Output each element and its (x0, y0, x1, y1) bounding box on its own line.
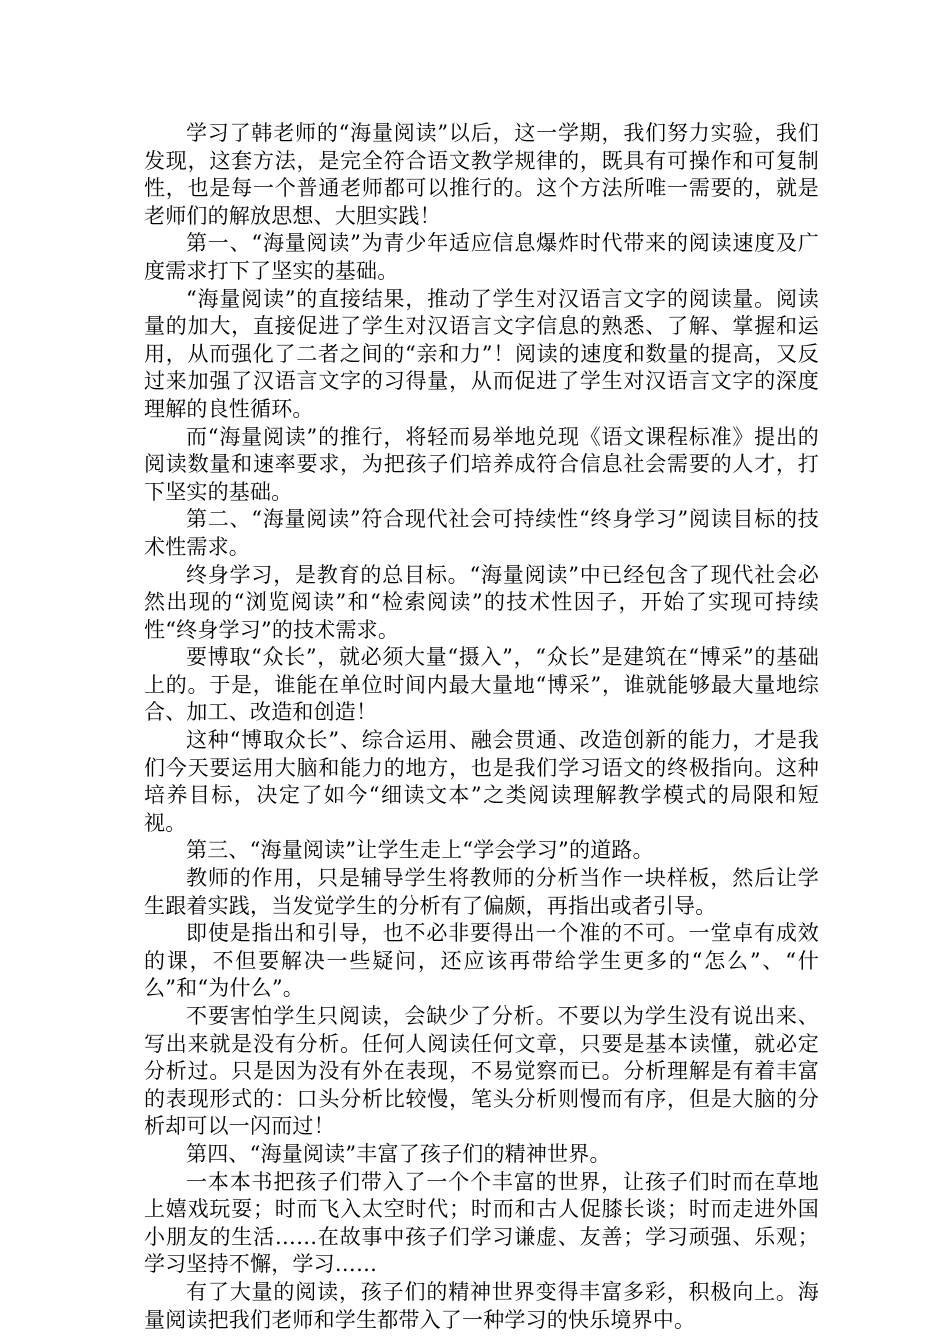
section-heading-three: 第三、“海量阅读”让学生走上“学会学习”的道路。 (186, 838, 654, 863)
paragraph-analysis: 不要害怕学生只阅读，会缺少了分析。不要以为学生没有说出来、写出来就是没有分析。任何人阅读任何文章，只要是基本读懂，就必定分析过。只是因为没有外在表现，不易觉察而已。分析理解是有着丰富的表现形式的：口头分析比较慢，笔头分析则慢而有序，但是大脑的分析却可以一闪而过！ (144, 1004, 819, 1139)
paragraph-lifelong-learning: 终身学习，是教育的总目标。“海量阅读”中已经包含了现代社会必然出现的“浏览阅读”和“检索阅读”的技术性因子，开始了实现可持续性“终身学习”的技术需求。 (144, 562, 819, 642)
paragraph-conclusion: 有了大量的阅读，孩子们的精神世界变得丰富多彩，积极向上。海量阅读把我们老师和学生都带入了一种学习的快乐境界中。 (144, 1279, 819, 1332)
section-heading-four: 第四、“海量阅读”丰富了孩子们的精神世界。 (186, 1141, 611, 1166)
paragraph-curriculum-standard: 而“海量阅读”的推行，将轻而易举地兑现《语文课程标准》提出的阅读数量和速率要求，为把孩子们培养成符合信息社会需要的人才，打下坚实的基础。 (144, 424, 819, 504)
paragraph-guidance: 即使是指出和引导，也不必非要得出一个准的不可。一堂卓有成效的课，不但要解决一些疑问，还应该再带给学生更多的“怎么”、“什么”和“为什么”。 (144, 921, 819, 1001)
section-heading-one: 第一、“海量阅读”为青少年适应信息爆炸时代带来的阅读速度及广度需求打下了坚实的基础。 (144, 231, 819, 283)
paragraph-broad-intake: 要博取“众长”，就必须大量“摄入”，“众长”是建筑在“博采”的基础上的。于是，谁能在单位时间内最大量地“博采”，谁就能够最大量地综合、加工、改造和创造！ (144, 645, 819, 725)
paragraph-innovation-ability: 这种“博取众长”、综合运用、融会贯通、改造创新的能力，才是我们今天要运用大脑和能力的地方，也是我们学习语文的终极指向。这种培养目标，决定了如今“细读文本”之类阅读理解教学模式的局限和短视。 (144, 728, 819, 835)
document-page (144, 120, 819, 1334)
paragraph-intro: 学习了韩老师的“海量阅读”以后，这一学期，我们努力实验，我们发现，这套方法，是完全符合语文教学规律的，既具有可操作和可复制性，也是每一个普通老师都可以推行的。这个方法所唯一需要的，就是老师们的解放思想、大胆实践！ (144, 121, 819, 228)
paragraph-teacher-role: 教师的作用，只是辅导学生将教师的分析当作一块样板，然后让学生跟着实践，当发觉学生的分析有了偏颇，再指出或者引导。 (144, 866, 819, 918)
paragraph-reading-volume: “海量阅读”的直接结果，推动了学生对汉语言文字的阅读量。阅读量的加大，直接促进了学生对汉语言文字信息的熟悉、了解、掌握和运用，从而强化了二者之间的“亲和力”！阅读的速度和数量的提高，又反过来加强了汉语言文字的习得量，从而促进了学生对汉语言文字的深度理解的良性循环。 (144, 286, 819, 421)
section-heading-two: 第二、“海量阅读”符合现代社会可持续性“终身学习”阅读目标的技术性需求。 (144, 507, 819, 559)
paragraph-rich-worlds: 一本本书把孩子们带入了一个个丰富的世界，让孩子们时而在草地上嬉戏玩耍；时而飞入太空时代；时而和古人促膝长谈；时而走进外国小朋友的生活……在故事中孩子们学习谦虚、友善；学习顽强、乐观；学习坚持不懈，学习…… (144, 1169, 819, 1277)
